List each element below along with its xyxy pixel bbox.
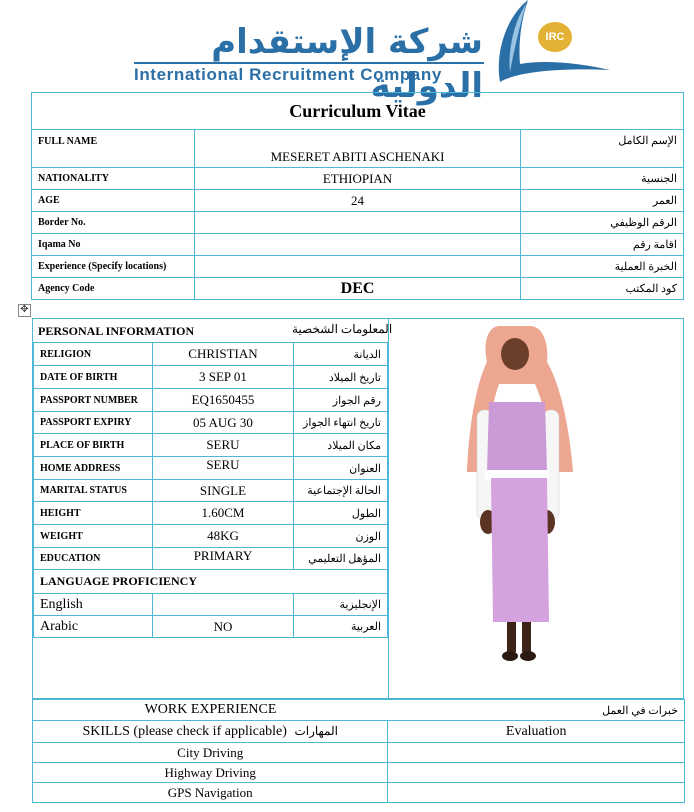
info-row-label: DATE OF BIRTH (34, 366, 153, 389)
info-row-value: 3 SEP 01 (152, 366, 294, 389)
language-row (34, 616, 388, 638)
info-row (34, 343, 388, 366)
cv-row (32, 256, 684, 278)
info-row (34, 480, 388, 502)
skills-label: SKILLS (please check if applicable) (82, 723, 287, 739)
info-row-label: HEIGHT (34, 502, 153, 525)
info-row-value: 1.60CM (152, 502, 294, 525)
info-row-arabic: المؤهل التعليمي (294, 548, 388, 570)
language-row (34, 594, 388, 616)
cv-title: Curriculum Vitae (32, 93, 684, 130)
work-experience-heading: WORK EXPERIENCE (144, 702, 277, 717)
skill-name: City Driving (33, 743, 388, 763)
personal-info-heading-arabic: المعلومات الشخصية (292, 322, 393, 336)
skill-row (33, 763, 685, 783)
info-row-value: PRIMARY (152, 548, 294, 570)
info-row (34, 389, 388, 412)
info-row-value: SINGLE (152, 480, 294, 502)
cv-row-label: Agency Code (32, 278, 195, 300)
cv-row (32, 190, 684, 212)
info-row (34, 457, 388, 480)
info-row-arabic: تاريخ الميلاد (294, 366, 388, 389)
cv-row-arabic: الخبرة العملية (521, 256, 684, 278)
cv-row-value (194, 234, 520, 256)
info-row-arabic: الطول (294, 502, 388, 525)
info-row-arabic: مكان الميلاد (294, 434, 388, 457)
language-label: English (34, 594, 153, 616)
skill-row (33, 743, 685, 763)
table-move-handle-icon[interactable]: ✥ (18, 304, 31, 317)
info-row (34, 412, 388, 434)
cv-row-arabic: اقامة رقم (521, 234, 684, 256)
info-row-arabic: العنوان (294, 457, 388, 480)
cv-row-label: Border No. (32, 212, 195, 234)
company-name-english: International Recruitment Company (134, 65, 442, 84)
personal-info-heading: PERSONAL INFORMATION (38, 324, 195, 338)
info-row-value: CHRISTIAN (152, 343, 294, 366)
info-row-value: SERU (152, 457, 294, 480)
evaluation-label: Evaluation (388, 721, 685, 743)
cv-row-arabic: الجنسية (521, 168, 684, 190)
work-experience-heading-arabic: خبرات في العمل (388, 700, 685, 721)
cv-row-value (194, 256, 520, 278)
language-label: Arabic (34, 616, 153, 638)
language-arabic: العربية (294, 616, 388, 638)
candidate-photo (455, 322, 580, 674)
info-row-arabic: الديانة (294, 343, 388, 366)
skill-evaluation[interactable] (388, 763, 685, 783)
info-row-arabic: تاريخ انتهاء الجواز (294, 412, 388, 434)
info-row (34, 434, 388, 457)
info-row-label: HOME ADDRESS (34, 457, 153, 480)
language-value: NO (152, 616, 294, 638)
info-row-value: SERU (152, 434, 294, 457)
info-row (34, 502, 388, 525)
info-row-label: WEIGHT (34, 525, 153, 548)
cv-row-label: AGE (32, 190, 195, 212)
info-row-arabic: الحالة الإجتماعية (294, 480, 388, 502)
info-row-label: PASSPORT NUMBER (34, 389, 153, 412)
info-row (34, 548, 388, 570)
skill-row (33, 783, 685, 803)
skills-label-arabic: المهارات (294, 723, 338, 738)
language-arabic: الإنجليزية (294, 594, 388, 616)
info-row-label: EDUCATION (34, 548, 153, 570)
cv-row-arabic: الرقم الوظيفي (521, 212, 684, 234)
cv-row-label: Iqama No (32, 234, 195, 256)
cv-row (32, 130, 684, 168)
cv-table (31, 92, 684, 300)
cv-row (32, 168, 684, 190)
cv-row-value: ETHIOPIAN (194, 168, 520, 190)
cv-row (32, 212, 684, 234)
agency-code-value: DEC (194, 278, 520, 300)
company-name-arabic: شركة الإستقدام الدولية (211, 22, 483, 106)
info-row-arabic: رقم الجواز (294, 389, 388, 412)
info-row-label: RELIGION (34, 343, 153, 366)
irc-badge: IRC (538, 22, 572, 52)
cv-row-arabic: كود المكتب (521, 278, 684, 300)
cv-row-arabic: العمر (521, 190, 684, 212)
company-logo (0, 0, 694, 106)
info-row-label: PLACE OF BIRTH (34, 434, 153, 457)
info-row (34, 525, 388, 548)
info-row (34, 366, 388, 389)
cv-row-value (194, 212, 520, 234)
work-skills-table (32, 699, 685, 803)
cv-row-label: FULL NAME (32, 130, 195, 168)
cv-row-arabic: الإسم الكامل (521, 130, 684, 168)
cv-row-value: 24 (194, 190, 520, 212)
cv-row-value: MESERET ABITI ASCHENAKI (194, 130, 520, 168)
skills-header-cell (33, 721, 388, 743)
language-value (152, 594, 294, 616)
skill-evaluation[interactable] (388, 743, 685, 763)
info-row-value: 05 AUG 30 (152, 412, 294, 434)
cv-row-label: Experience (Specify locations) (32, 256, 195, 278)
language-heading: LANGUAGE PROFICIENCY (34, 570, 388, 594)
personal-info-table (33, 342, 388, 638)
info-row-label: MARITAL STATUS (34, 480, 153, 502)
cv-row-label: NATIONALITY (32, 168, 195, 190)
skill-evaluation[interactable] (388, 783, 685, 803)
work-experience-heading-cell (33, 700, 388, 721)
info-row-arabic: الوزن (294, 525, 388, 548)
info-row-label: PASSPORT EXPIRY (34, 412, 153, 434)
info-row-value: EQ1650455 (152, 389, 294, 412)
cv-row (32, 234, 684, 256)
photo-divider (388, 318, 389, 699)
language-heading-row (34, 570, 388, 594)
info-row-value: 48KG (152, 525, 294, 548)
skill-name: Highway Driving (33, 763, 388, 783)
cv-row (32, 278, 684, 300)
skill-name: GPS Navigation (33, 783, 388, 803)
